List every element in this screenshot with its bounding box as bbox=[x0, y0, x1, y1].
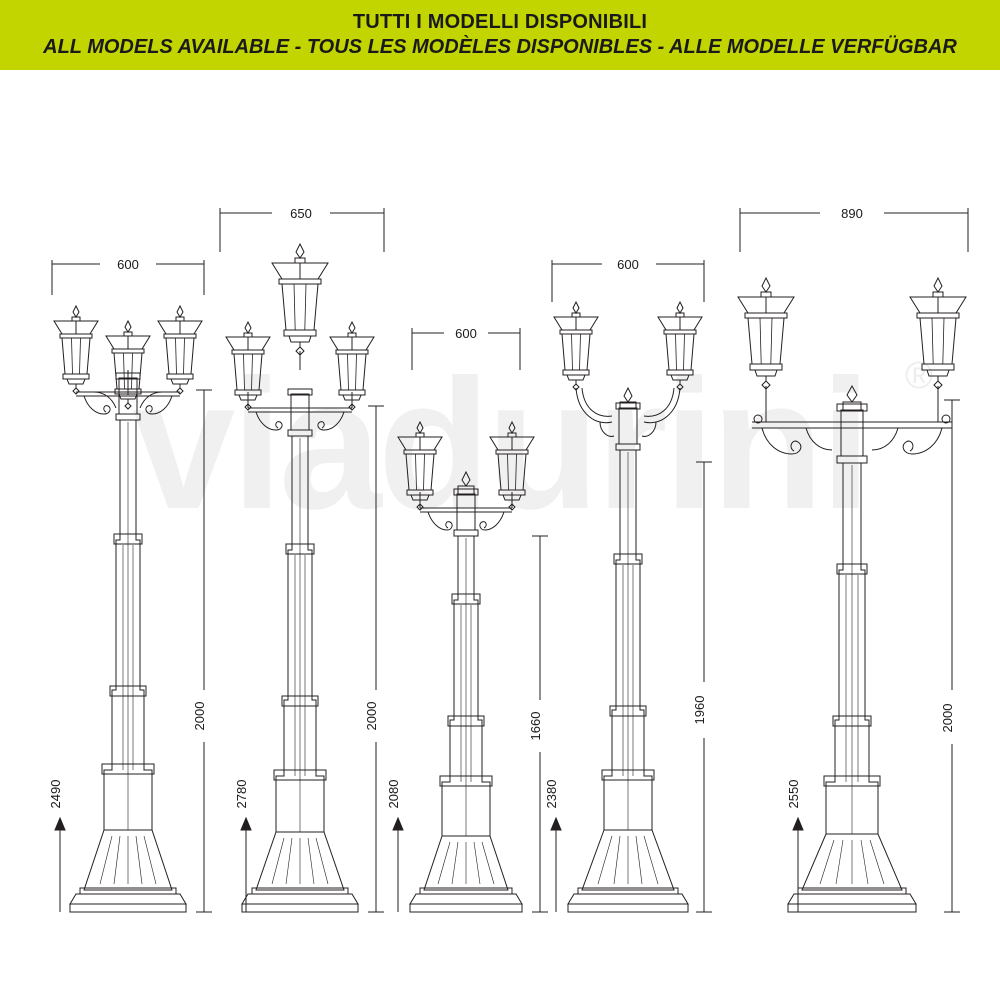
banner-line-italian: TUTTI I MODELLI DISPONIBILI bbox=[352, 11, 648, 33]
model-2-total-height-dimension bbox=[234, 780, 251, 912]
model-2-width-label: 650 bbox=[290, 206, 312, 221]
model-5-pole-height-dimension bbox=[940, 400, 960, 912]
model-4 bbox=[544, 257, 712, 912]
technical-drawing bbox=[0, 70, 1000, 1000]
model-1-width-dimension bbox=[52, 257, 204, 295]
model-1-total-height-label: 2490 bbox=[48, 779, 63, 809]
lamp-post-models-diagram bbox=[0, 70, 1000, 1000]
model-3-total-height-dimension bbox=[386, 780, 403, 912]
watermark-brand: viadurini bbox=[132, 342, 868, 548]
model-1-pole-height-dimension bbox=[192, 390, 212, 912]
model-4-width-label: 600 bbox=[617, 257, 639, 272]
banner-line-multilingual: ALL MODELS AVAILABLE - TOUS LES MODÈLES DISPONIBLES - ALLE MODELLE VERFÜGBAR bbox=[43, 36, 957, 58]
model-3-pole-height-dimension bbox=[528, 536, 548, 912]
top-banner bbox=[0, 0, 1000, 70]
model-5-width-dimension bbox=[740, 206, 968, 252]
watermark-registered-icon: ® bbox=[905, 355, 933, 397]
model-4-total-height-dimension bbox=[544, 780, 561, 912]
model-2-pole-height-dimension bbox=[364, 406, 384, 912]
model-1-total-height-dimension bbox=[48, 780, 65, 912]
model-4-pole-height-dimension bbox=[692, 462, 712, 912]
model-5-total-height-label: 2550 bbox=[786, 779, 801, 809]
model-3 bbox=[386, 326, 548, 912]
model-1-width-label: 600 bbox=[117, 257, 139, 272]
model-5 bbox=[738, 206, 968, 912]
model-1 bbox=[48, 257, 212, 912]
model-3-total-height-label: 2080 bbox=[386, 779, 401, 809]
model-2-width-dimension bbox=[220, 206, 384, 252]
model-4-pole-height-label: 1960 bbox=[692, 695, 707, 725]
model-2-pole-height-label: 2000 bbox=[364, 701, 379, 731]
model-4-total-height-label: 2380 bbox=[544, 779, 559, 809]
model-2-total-height-label: 2780 bbox=[234, 779, 249, 809]
model-5-width-label: 890 bbox=[841, 206, 863, 221]
model-5-pole-height-label: 2000 bbox=[940, 703, 955, 733]
model-1-pole-height-label: 2000 bbox=[192, 701, 207, 731]
model-3-pole-height-label: 1660 bbox=[528, 711, 543, 741]
model-3-width-label: 600 bbox=[455, 326, 477, 341]
model-2 bbox=[220, 206, 384, 912]
model-4-width-dimension bbox=[552, 257, 704, 302]
model-3-width-dimension bbox=[412, 326, 520, 370]
model-5-total-height-dimension bbox=[786, 780, 803, 912]
